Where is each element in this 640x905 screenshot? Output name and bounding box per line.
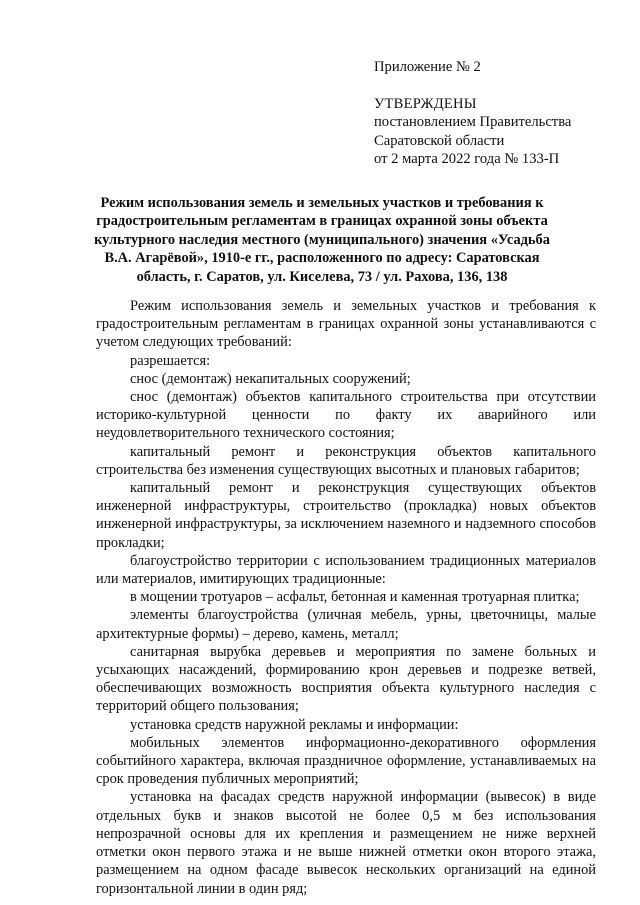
paragraph: благоустройство территории с использованием традиционных материалов или материалов, имитирующих традиционные: — [96, 552, 596, 588]
appendix-number: Приложение № 2 — [374, 59, 481, 75]
approval-line-3: от 2 марта 2022 года № 133-П — [374, 151, 560, 167]
paragraph: элементы благоустройства (уличная мебель, урны, цветочницы, малые архитектурные формы) – дерево, камень, металл; — [96, 607, 596, 642]
paragraph: снос (демонтаж) объектов капитального строительства при отсутствии историко-культурной ценности по факту их аварийного или неудовлетворительного технического состояния; — [96, 389, 596, 442]
approved-heading: УТВЕРЖДЕНЫ — [374, 95, 477, 112]
paragraph: снос (демонтаж) некапитальных сооружений; — [130, 370, 411, 387]
paragraph: установка на фасадах средств наружной информации (вывесок) в виде отдельных букв и знаков высотой не более 0,5 м без использования непрозрачной основы для их крепления и размещением не ниже верхней отметки окон первого этажа и не выше нижней отметки окон второго этажа, размещением на одном фасаде вывесок нескольких организаций на единой горизонтальной линии в один ряд; — [96, 789, 596, 897]
paragraph: разрешается: — [130, 352, 211, 369]
paragraph: капитальный ремонт и реконструкция существующих объектов инженерной инфраструктуры, строительство (прокладка) новых объектов инженерной инфраструктуры, за исключением наземного и надземного способов прокладки; — [96, 480, 596, 551]
document-title: Режим использования земель и земельных участков и требования к градостроительным регламентам в границах охранной зоны объекта культурного наследия местного (муниципального) значения «Усадьба В.А. Агарёвой», 1910-е гг., расположенного по адресу: Саратовская область, г. Саратов, ул. Киселева, 73 / ул. Рахова, 136, 138 — [94, 195, 550, 285]
document-body — [96, 297, 596, 898]
paragraph: санитарная вырубка деревьев и мероприятия по замене больных и усыхающих насаждений, формированию крон деревьев и подрезке ветвей, обеспечивающих возможность восприятия объекта культурного наследия с территорий общего пользования; — [96, 643, 596, 715]
approval-line-2: Саратовской области — [374, 132, 505, 149]
paragraph: Режим использования земель и земельных участков и требования к градостроительным регламентам в границах охранной зоны устанавливаются с учетом следующих требований: — [96, 298, 596, 351]
paragraph: мобильных элементов информационно-декоративного оформления событийного характера, включая праздничное оформление, устанавливаемых на срок проведения публичных мероприятий; — [96, 734, 596, 788]
approval-line-1: постановлением Правительства — [374, 114, 572, 130]
paragraph: установка средств наружной рекламы и информации: — [130, 716, 459, 733]
approval-block — [374, 58, 624, 169]
paragraph: капитальный ремонт и реконструкция объектов капитального строительства без изменения существующих высотных и плановых габаритов; — [96, 443, 596, 478]
paragraph: в мощении тротуаров – асфальт, бетонная и каменная тротуарная плитка; — [130, 589, 580, 606]
